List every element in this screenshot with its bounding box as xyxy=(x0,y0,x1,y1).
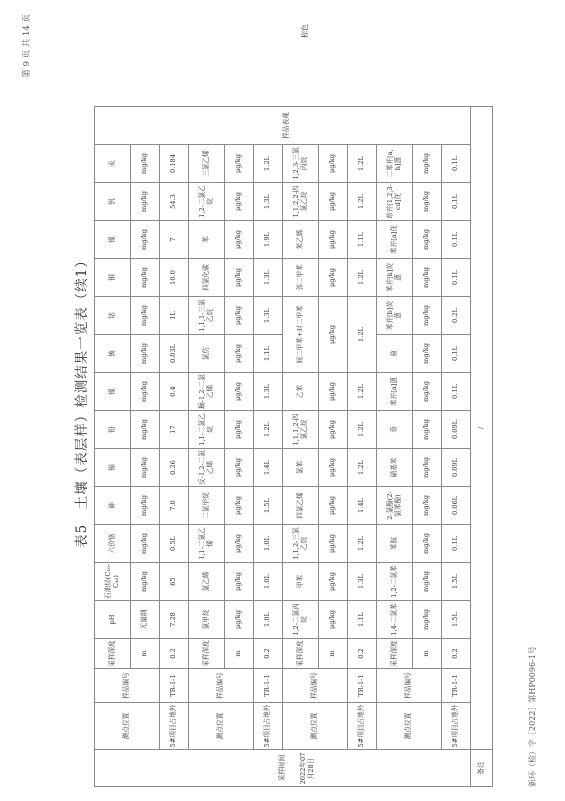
location-label: 测点位置 xyxy=(95,703,160,750)
item-cell: 六价铬 xyxy=(95,525,131,563)
value-cell: 1.4L xyxy=(254,449,283,487)
item-cell: 氯苯 xyxy=(283,449,319,487)
appearance-column xyxy=(95,107,471,145)
value-cell: 1.3L xyxy=(348,563,377,601)
value-cell: 0.184 xyxy=(160,145,189,183)
unit-cell: mg/kg xyxy=(131,525,160,563)
soil-results-table xyxy=(94,106,493,787)
date-cell: 2022年07月28日 xyxy=(299,752,315,785)
sample-id-label: 样品编号 xyxy=(377,669,442,703)
value-cell: 0.1L xyxy=(442,259,471,297)
sample-id-label: 样品编号 xyxy=(189,669,254,703)
value-cell: 1.0L xyxy=(254,525,283,563)
value-cell: 1.3L xyxy=(254,297,283,335)
sample-id-cell: TR-1-1 xyxy=(348,669,377,703)
value-cell: 0.03L xyxy=(160,335,189,373)
value-cell: 1.1L xyxy=(254,335,283,373)
unit-cell: mg/kg xyxy=(413,259,442,297)
document-number: 新环（检）字［2022］第HP0096-1号 xyxy=(528,646,537,787)
unit-cell: mg/kg xyxy=(413,297,442,335)
item-cell: 萘 xyxy=(377,411,413,449)
unit-cell: μg/kg xyxy=(225,297,254,335)
item-cell: 氯甲烷 xyxy=(189,601,225,639)
value-cell: 0.1L xyxy=(442,183,471,221)
sample-time-header: 采样时间 xyxy=(95,750,471,787)
value-cell: 1.2L xyxy=(348,449,377,487)
unit-cell: mg/kg xyxy=(413,525,442,563)
unit-cell: m xyxy=(225,639,254,669)
block4-item-row xyxy=(377,107,413,787)
block3-item-row xyxy=(283,107,319,787)
sample-id-label: 样品编号 xyxy=(95,669,160,703)
item-cell: 砷 xyxy=(95,487,131,525)
item-cell: 1,2-二氯苯 xyxy=(377,563,413,601)
value-cell: 10.0 xyxy=(160,259,189,297)
value-cell: 0.06L xyxy=(442,487,471,525)
value-cell: 1.3L xyxy=(254,259,283,297)
location-cell: 5#项目占地外 xyxy=(160,703,189,750)
value-cell: 7.0 xyxy=(160,487,189,525)
block1-item-row xyxy=(95,107,131,787)
unit-cell: μg/kg xyxy=(225,335,254,373)
item-cell: 1,1,2,2-四氯乙烷 xyxy=(283,183,319,221)
item-cell: 铜 xyxy=(95,259,131,297)
remark-label: 备注 xyxy=(471,750,493,787)
item-cell: 苯并[k]荧蒽 xyxy=(377,259,413,297)
unit-cell: mg/kg xyxy=(413,563,442,601)
unit-cell: μg/kg xyxy=(319,259,348,297)
depth-cell: 0.2 xyxy=(254,639,283,669)
unit-cell: mg/kg xyxy=(413,145,442,183)
item-cell: 镍 xyxy=(95,221,131,259)
value-cell: 0.5L xyxy=(160,525,189,563)
value-cell: 1.2L xyxy=(254,145,283,183)
unit-cell: μg/kg xyxy=(319,563,348,601)
unit-cell: μg/kg xyxy=(319,449,348,487)
item-cell: 间二甲苯+对二甲苯 xyxy=(283,297,319,373)
value-cell: 17 xyxy=(160,411,189,449)
value-cell: 1.0L xyxy=(254,563,283,601)
item-cell: 1,1-二氯乙烷 xyxy=(189,411,225,449)
item-cell: 1,1,1,2-四氯乙烷 xyxy=(283,411,319,449)
unit-cell: μg/kg xyxy=(225,145,254,183)
unit-cell: mg/kg xyxy=(413,411,442,449)
unit-cell: mg/kg xyxy=(131,373,160,411)
value-cell: 1.5L xyxy=(254,487,283,525)
value-cell: 54.3 xyxy=(160,183,189,221)
sample-id-cell: TR-1-1 xyxy=(442,669,471,703)
sample-id-cell: TR-1-1 xyxy=(254,669,283,703)
location-cell: 5#项目占地外 xyxy=(254,703,283,750)
depth-cell: 0.2 xyxy=(348,639,377,669)
depth-label: 采样深度 xyxy=(377,639,413,669)
item-cell: 铍 xyxy=(95,335,131,373)
table-title: 表5 土壤（表层样）检测结果一览表（续1） xyxy=(74,253,90,548)
unit-cell: mg/kg xyxy=(413,335,442,373)
value-cell: 7.28 xyxy=(160,601,189,639)
unit-cell: μg/kg xyxy=(319,183,348,221)
item-cell: 四氯化碳 xyxy=(189,259,225,297)
unit-cell: mg/kg xyxy=(413,449,442,487)
sample-id-cell: TR-1-1 xyxy=(160,669,189,703)
value-cell: 0.09L xyxy=(442,411,471,449)
sample-id-label: 样品编号 xyxy=(283,669,348,703)
value-cell: 0.1L xyxy=(442,525,471,563)
item-cell: 汞 xyxy=(95,145,131,183)
appearance-header: 样品表观 xyxy=(281,112,290,139)
item-cell: 2-氯酚(2-氯苯酚) xyxy=(377,487,413,525)
item-cell: 苯乙烯 xyxy=(283,221,319,259)
item-cell: 硝基苯 xyxy=(377,449,413,487)
value-cell: 1.0L xyxy=(254,601,283,639)
unit-cell: 无量纲 xyxy=(131,601,160,639)
unit-cell: mg/kg xyxy=(131,221,160,259)
item-cell: 反-1,2-二氯乙烯 xyxy=(189,449,225,487)
unit-cell: μg/kg xyxy=(319,411,348,449)
appearance-value: 棕色 xyxy=(301,24,309,38)
item-cell: 苯 xyxy=(189,221,225,259)
unit-cell: μg/kg xyxy=(225,563,254,601)
item-cell: 乙苯 xyxy=(283,373,319,411)
unit-cell: m xyxy=(131,639,160,669)
item-cell: 1,2-二氯乙烷 xyxy=(189,183,225,221)
unit-cell: μg/kg xyxy=(319,601,348,639)
item-cell: 二苯并[a,h]蒽 xyxy=(377,145,413,183)
item-cell: pH xyxy=(95,601,131,639)
value-cell: 1.2L xyxy=(348,145,377,183)
item-cell: 四氯乙烯 xyxy=(283,487,319,525)
depth-label: 采样深度 xyxy=(189,639,225,669)
unit-cell: μg/kg xyxy=(225,183,254,221)
item-cell: 氯乙烯 xyxy=(189,563,225,601)
block2-item-row xyxy=(189,107,225,787)
item-cell: 石油烃(C₁₀-C₄₀) xyxy=(95,563,131,601)
item-cell: 镍 xyxy=(95,373,131,411)
unit-cell: μg/kg xyxy=(225,259,254,297)
unit-cell: μg/kg xyxy=(225,449,254,487)
item-cell: 顺-1,2-二氯乙烯 xyxy=(189,373,225,411)
value-cell: 1.1L xyxy=(348,221,377,259)
value-cell: 1L xyxy=(160,297,189,335)
unit-cell: μg/kg xyxy=(225,411,254,449)
unit-cell: mg/kg xyxy=(131,259,160,297)
item-cell: 1,1,2-三氯乙烷 xyxy=(283,525,319,563)
item-cell: 1,4-二氯苯 xyxy=(377,601,413,639)
remark-value: / xyxy=(471,107,493,750)
value-cell: 1.2L xyxy=(348,259,377,297)
item-cell: 苯并[b]荧蒽 xyxy=(377,297,413,335)
item-cell: 苯胺 xyxy=(377,525,413,563)
value-cell: 1.3L xyxy=(254,373,283,411)
block2-value-row xyxy=(254,107,283,787)
item-cell: 氯仿 xyxy=(189,335,225,373)
value-cell: 1.2L xyxy=(348,411,377,449)
unit-cell: mg/kg xyxy=(413,601,442,639)
unit-cell: mg/kg xyxy=(131,335,160,373)
value-cell: 1.9L xyxy=(254,221,283,259)
unit-cell: m xyxy=(413,639,442,669)
value-cell: 0.4 xyxy=(160,373,189,411)
item-cell: 三氯乙烯 xyxy=(189,145,225,183)
block1-value-row xyxy=(160,107,189,787)
value-cell: 0.1L xyxy=(442,145,471,183)
unit-cell: μg/kg xyxy=(319,525,348,563)
value-cell: 1.2L xyxy=(348,297,377,373)
unit-cell: μg/kg xyxy=(225,221,254,259)
unit-cell: mg/kg xyxy=(131,183,160,221)
unit-cell: mg/kg xyxy=(131,563,160,601)
value-cell: 0.26 xyxy=(160,449,189,487)
value-cell: 0.1L xyxy=(442,373,471,411)
location-label: 测点位置 xyxy=(283,703,348,750)
unit-cell: mg/kg xyxy=(413,373,442,411)
unit-cell: μg/kg xyxy=(225,525,254,563)
value-cell: 1.2L xyxy=(254,411,283,449)
unit-cell: μg/kg xyxy=(319,145,348,183)
location-cell: 5#项目占地外 xyxy=(348,703,377,750)
unit-cell: μg/kg xyxy=(225,487,254,525)
unit-cell: mg/kg xyxy=(131,411,160,449)
unit-cell: mg/kg xyxy=(131,449,160,487)
unit-cell: mg/kg xyxy=(413,487,442,525)
item-cell: 茚并[1,2,3-cd]芘 xyxy=(377,183,413,221)
value-cell: 1.2L xyxy=(348,525,377,563)
value-cell: 1.1L xyxy=(348,601,377,639)
item-cell: 邻二甲苯 xyxy=(283,259,319,297)
item-cell: 铅 xyxy=(95,411,131,449)
value-cell: 0.2L xyxy=(442,297,471,335)
value-cell: 1.4L xyxy=(348,487,377,525)
location-cell: 5#项目占地外 xyxy=(442,703,471,750)
item-cell: 1,2-二氯丙烷 xyxy=(283,601,319,639)
unit-cell: μg/kg xyxy=(225,601,254,639)
value-cell: 7 xyxy=(160,221,189,259)
item-cell: 二氯甲烷 xyxy=(189,487,225,525)
item-cell: 钒 xyxy=(95,183,131,221)
item-cell: 1,1,1-三氯乙烷 xyxy=(189,297,225,335)
item-cell: 䓛 xyxy=(377,335,413,373)
unit-cell: mg/kg xyxy=(131,145,160,183)
item-cell: 1,1-二氯乙烯 xyxy=(189,525,225,563)
block3-value-row xyxy=(348,107,377,787)
depth-cell: 0.2 xyxy=(160,639,189,669)
unit-cell: mg/kg xyxy=(413,221,442,259)
value-cell: 1.5L xyxy=(442,563,471,601)
value-cell: 1.2L xyxy=(348,373,377,411)
page-number: 第 9 页 共 14 页 xyxy=(22,14,32,78)
item-cell: 钴 xyxy=(95,297,131,335)
unit-cell: μg/kg xyxy=(319,297,348,373)
value-cell: 1.3L xyxy=(254,183,283,221)
depth-label: 采样深度 xyxy=(95,639,131,669)
depth-label: 采样深度 xyxy=(283,639,319,669)
item-cell: 甲苯 xyxy=(283,563,319,601)
value-cell: 65 xyxy=(160,563,189,601)
location-label: 测点位置 xyxy=(189,703,254,750)
remark-row xyxy=(471,107,493,787)
location-label: 测点位置 xyxy=(377,703,442,750)
unit-cell: μg/kg xyxy=(319,373,348,411)
unit-cell: m xyxy=(319,639,348,669)
unit-cell: mg/kg xyxy=(131,487,160,525)
value-cell: 0.1L xyxy=(442,221,471,259)
value-cell: 0.1L xyxy=(442,335,471,373)
unit-cell: μg/kg xyxy=(319,487,348,525)
unit-cell: mg/kg xyxy=(131,297,160,335)
value-cell: 1.5L xyxy=(442,601,471,639)
value-cell: 0.09L xyxy=(442,449,471,487)
item-cell: 镉 xyxy=(95,449,131,487)
item-cell: 苯并[a]蒽 xyxy=(377,373,413,411)
unit-cell: μg/kg xyxy=(225,373,254,411)
item-cell: 1,2,3-三氯丙烷 xyxy=(283,145,319,183)
unit-cell: mg/kg xyxy=(413,183,442,221)
item-cell: 苯并[a]芘 xyxy=(377,221,413,259)
value-cell: 1.2L xyxy=(348,183,377,221)
depth-cell: 0.2 xyxy=(442,639,471,669)
unit-cell: μg/kg xyxy=(319,221,348,259)
block4-value-row xyxy=(442,107,471,787)
